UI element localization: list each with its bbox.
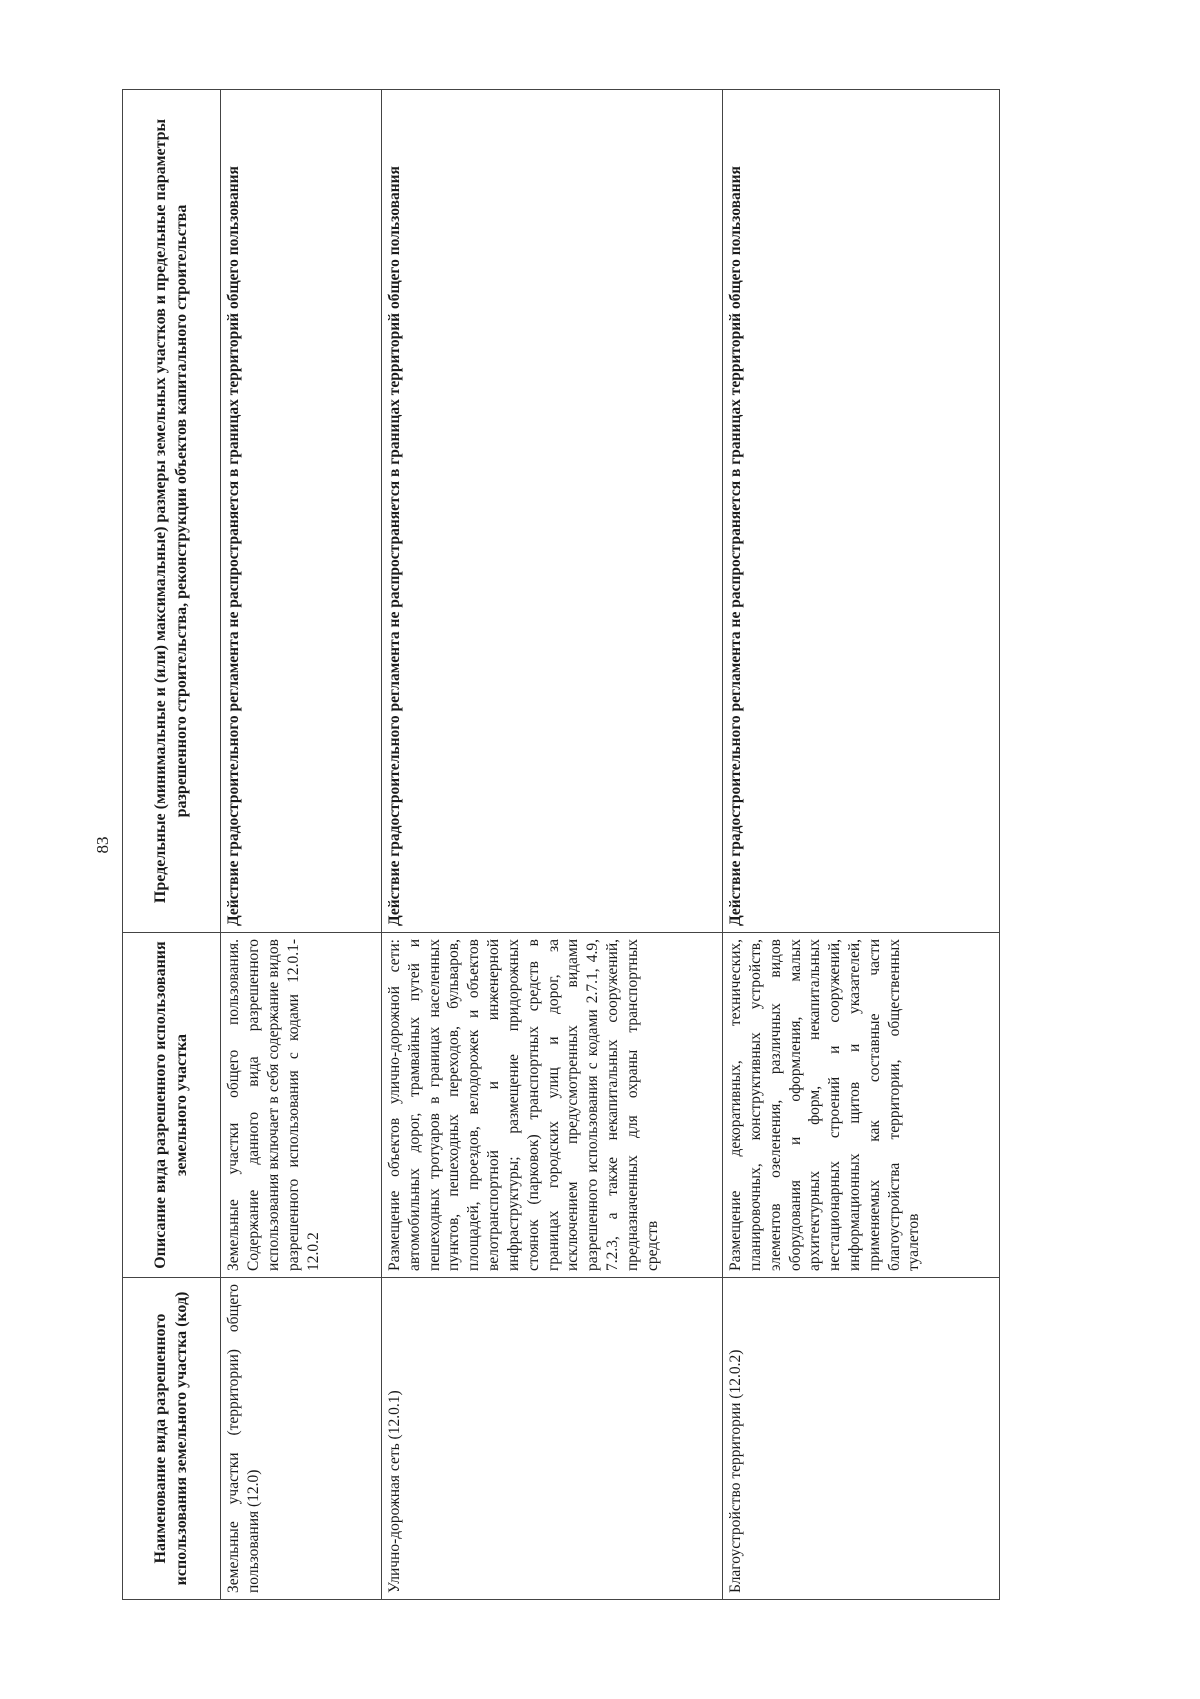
cell-name: Земельные участки (территории) общего пользования (12.0) (221, 1278, 382, 1600)
cell-name: Благоустройство территории (12.0.2) (723, 1278, 1000, 1600)
table-row (723, 90, 1000, 1600)
header-description: Описание вида разрешенного использования земельного участка (123, 933, 221, 1278)
cell-name: Улично-дорожная сеть (12.0.1) (381, 1278, 722, 1600)
cell-description: Размещение декоративных, технических, планировочных, конструктивных устройств, элементов озеленения, различных видов оборудования и оформления, малых архитектурных форм, некапитальных нестационарных строений и сооружений, информационных щитов и указателей, применяемых как составные части благоустройства территории, общественных туалетов (723, 933, 1000, 1278)
table-row (381, 90, 722, 1600)
cell-description: Земельные участки общего пользования. Содержание данного вида разрешенного использования включает в себя содержание видов разрешенного использования с кодами 12.0.1-12.0.2 (221, 933, 382, 1278)
cell-limits: Действие градостроительного регламента не распространяется в границах территорий общего пользования (221, 90, 382, 933)
header-limits: Предельные (минимальные и (или) максимальные) размеры земельных участков и предельные параметры разрешенного строительства, реконструкции объектов капитального строительства (123, 90, 221, 933)
cell-limits: Действие градостроительного регламента не распространяется в границах территорий общего пользования (723, 90, 1000, 933)
page-number: 83 (93, 836, 112, 854)
land-use-table (122, 89, 1000, 1600)
table-header-row (123, 90, 221, 1600)
cell-description: Размещение объектов улично-дорожной сети: автомобильных дорог, трамвайных путей и пешеходных тротуаров в границах населенных пунктов, пешеходных переходов, бульваров, площадей, проездов, велодорожек и объектов велотранспортной и инженерной инфраструктуры; размещение придорожных стоянок (парковок) транспортных средств в границах городских улиц и дорог, за исключением предусмотренных видами разрешенного использования с кодами 2.7.1, 4.9, 7.2.3, а также некапитальных сооружений, предназначенных для охраны транспортных средств (381, 933, 722, 1278)
header-name: Наименование вида разрешенного использования земельного участка (код) (123, 1278, 221, 1600)
rotated-page (90, 90, 1000, 1600)
table-row (221, 90, 382, 1600)
cell-limits: Действие градостроительного регламента не распространяется в границах территорий общего пользования (381, 90, 722, 933)
